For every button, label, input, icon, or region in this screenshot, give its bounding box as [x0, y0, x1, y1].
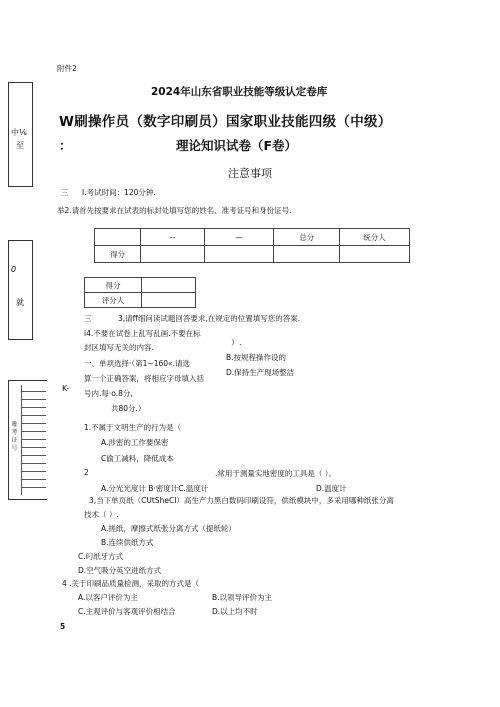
question-4-option-b: B.以领导评价为主 — [212, 593, 273, 602]
section-scorer-cell[interactable] — [142, 293, 196, 308]
question-4: 4 .关于印刷品质量检测，采取的方式是（ — [62, 579, 200, 588]
question-2-number: 2 — [84, 468, 89, 477]
notice-title: 注意事项 — [228, 167, 272, 180]
instruction-2: 举2.请首先按要求在试表的标封处填写您的姓名、准考证号和身份证号. — [57, 206, 292, 215]
question-3-option-a: A.搓纸，摩擦式纸张分离方式（提纸轮） — [101, 524, 236, 533]
side-box-middle — [8, 240, 33, 340]
side-k-mark: K- — [62, 384, 70, 393]
score-table-header-scorer: 统分人 — [340, 229, 410, 246]
title-year: 2024年山东省职业技能等级认定卷库 — [151, 86, 328, 98]
score-table-header-total: 总分 — [274, 229, 340, 246]
question-1-option-a: A.涉密的工作要保密 — [101, 438, 169, 447]
score-table — [94, 228, 410, 263]
question-4-option-c: C.主观评价与客观评价相结合 — [78, 607, 176, 616]
question-3: 3,当下单页纸（CUtSheCI）高生产力黑白数码印刷设符，供纸模块中，多采用哪种纸张分离 — [89, 496, 394, 505]
side-box-top-text1: 中⅛ — [11, 128, 27, 137]
title-exam: 理论知识试卷（F卷） — [176, 138, 298, 153]
score-table-header-blank — [95, 229, 141, 246]
question-5-number: 5 — [60, 622, 66, 631]
section-line-4: 共80分.） — [111, 404, 146, 413]
score-table-header-part1: -- — [141, 229, 205, 246]
side-box-middle-zero: 0 — [11, 265, 17, 274]
question-3-cont: 技术（ ）. — [84, 510, 119, 519]
section-right-b: B.按规程操作设的 — [226, 353, 287, 362]
score-table-row-label: 得分 — [95, 246, 141, 263]
question-2-option-d: D.温度计 — [316, 484, 347, 493]
question-2-options: A.分光光度计 B·密度计C.温度计 — [101, 484, 209, 493]
question-3-option-c: C.叼纸牙方式 — [78, 552, 124, 561]
section-line-2: 算一个正确答案，将相应字母填入括 — [84, 374, 204, 383]
score-cell-2[interactable] — [204, 246, 274, 263]
score-cell-total[interactable] — [274, 246, 340, 263]
section-line-1: 一、单项选择·（第1~160«.请选 — [84, 359, 190, 368]
section-right-d: D.保持生产现场整洁 — [226, 368, 295, 377]
question-4-option-d: D.以上均不时 — [212, 607, 258, 616]
section-score-table — [84, 277, 196, 308]
section-scorer-label: 评分人 — [85, 293, 142, 308]
question-1-option-c: C偷工减料，降低成本 — [101, 454, 174, 463]
question-4-option-a: A.以客户评价为主 — [78, 593, 138, 602]
instruction-1: I.考试时间：120分钟. — [82, 188, 156, 197]
attachment-label: 附件2 — [57, 64, 77, 73]
instruction-4a: i4.不要在试卷上乱写乱画.不要在标 — [84, 329, 201, 338]
side-box-ladder-label: 唯 考 证 号 — [10, 421, 17, 451]
side-box-top — [8, 82, 33, 187]
instruction-3-prefix: 三 — [84, 314, 92, 323]
instruction-3: 3,请ff细问读试题回答要求,在规定的位置填写您的答案. — [118, 314, 301, 323]
ladder-frame — [21, 385, 46, 495]
question-3-option-b: B.连续供纸方式 — [101, 538, 154, 547]
score-table-header-part2: — — [204, 229, 274, 246]
section-line-3: 号内.每·o.8分, — [84, 389, 133, 398]
section-score-label: 得分 — [85, 278, 142, 293]
score-cell-1[interactable] — [141, 246, 205, 263]
side-box-ladder — [8, 380, 47, 500]
question-3-option-d: D.空气吸分英空进纸方式 — [78, 566, 162, 575]
side-box-top-text2: 至 — [16, 141, 24, 150]
section-right-paren: ）. — [231, 338, 242, 347]
question-2: .常用于测量实地密度的工具是（ ）。 — [215, 469, 337, 478]
section-score-cell[interactable] — [142, 278, 196, 293]
score-cell-scorer[interactable] — [340, 246, 410, 263]
title-colon: ： — [59, 138, 72, 153]
side-box-middle-jiu: 就 — [16, 298, 24, 307]
instruction-4b: 封区填写无关的内容. — [84, 343, 154, 352]
title-occupation: W刷操作员（数字印刷员）国家职业技能四级（中级） — [59, 114, 392, 130]
question-1: 1.不属于文明生产的行为是（ — [84, 423, 182, 432]
instruction-1-prefix: 三 — [61, 188, 69, 197]
